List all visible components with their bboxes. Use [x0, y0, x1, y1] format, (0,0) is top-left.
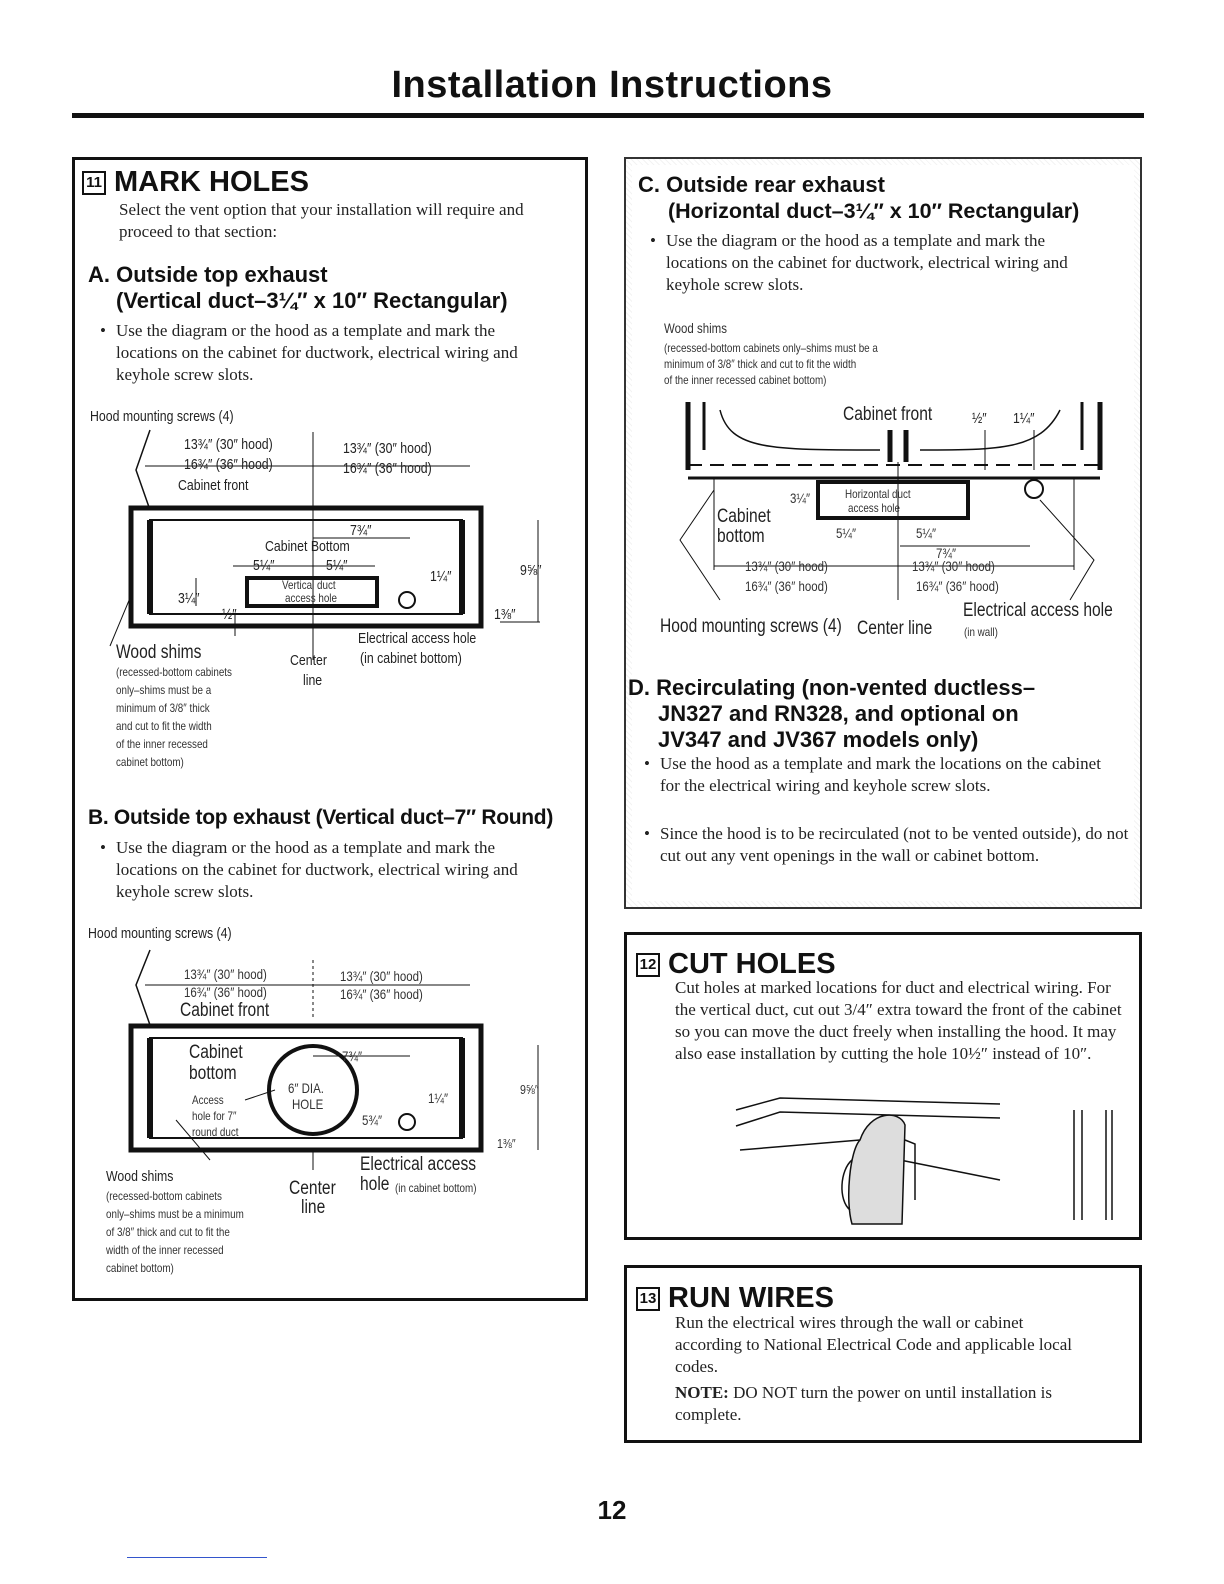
electrical-hole-label-b: hole — [360, 1174, 390, 1195]
dim-right-36-b: 16¾″ (36″ hood) — [340, 986, 423, 1002]
section-a-bullet: • Use the diagram or the hood as a template and mark the locations on the cabinet for ductwork, electrical wiring and keyhole screw slots. — [100, 320, 556, 386]
wood-shims-label-c: Wood shims — [664, 320, 727, 336]
dim-7-34-c: 7¾″ — [936, 545, 957, 561]
section-b-heading: B. Outside top exhaust (Vertical duct–7″ Round) — [88, 806, 554, 829]
electrical-access-label-b: Electrical access — [360, 1154, 477, 1175]
dim-5-34-b: 5¾″ — [362, 1112, 383, 1128]
dim-7-34-b: 7¾″ — [342, 1048, 363, 1064]
dim-5-14-b: 5¼″ — [326, 557, 348, 574]
step-number-badge: 11 — [82, 171, 106, 195]
wood-shims-note-b: (recessed-bottom cabinets only–shims must be a minimum of 3/8″ thick and cut to fit the width of the inner recessed cabinet bottom) — [106, 1189, 244, 1275]
dim-left-30-b: 13¾″ (30″ hood) — [184, 966, 267, 982]
hood-screws-label-c: Hood mounting screws (4) — [660, 616, 842, 637]
section-c-heading: C. Outside rear exhaust (Horizontal duct–3¼″ x 10″ Rectangular) — [638, 172, 1080, 223]
access-note-b: Access hole for 7″ round duct — [192, 1093, 239, 1139]
dim-right-36: 16¾″ (36″ hood) — [343, 460, 432, 477]
step-13-text: Run the electrical wires through the wall or cabinet according to National Electrical Code and applicable local codes. — [675, 1313, 1072, 1376]
bottom-label-c: bottom — [717, 526, 765, 547]
dia-6-label: 6″ DIA. — [288, 1080, 324, 1096]
cabinet-bottom-label: Cabinet Bottom — [265, 538, 350, 555]
dim-left-36-c: 16¾″ (36″ hood) — [745, 578, 828, 594]
hood-screws-label-b: Hood mounting screws (4) — [88, 925, 232, 942]
dim-5-14-b-c: 5¼″ — [916, 525, 937, 541]
wood-shims-label-b: Wood shims — [106, 1168, 174, 1185]
page-title: Installation Instructions — [391, 64, 833, 106]
dim-7-34: 7¾″ — [350, 522, 372, 539]
access-hole-label-c: access hole — [848, 501, 900, 515]
dim-9-58-b: 9⅝″ — [520, 1082, 539, 1097]
dim-1-14-b: 1¼″ — [428, 1090, 449, 1106]
dim-right-36-c: 16¾″ (36″ hood) — [916, 578, 999, 594]
dim-3-14-c: 3¼″ — [790, 490, 811, 506]
vertical-duct-label: Vertical duct — [282, 578, 336, 592]
electrical-access-label: Electrical access hole — [358, 630, 477, 647]
dim-left-30: 13¾″ (30″ hood) — [184, 436, 273, 453]
step-title: MARK HOLES — [114, 166, 309, 198]
dim-1-38: 1⅜″ — [494, 606, 516, 623]
step-13-note: NOTE: DO NOT turn the power on until installation is complete. — [675, 1383, 1052, 1424]
line-label-b: line — [301, 1197, 326, 1218]
section-b-bullet: • Use the diagram or the hood as a template and mark the locations on the cabinet for ductwork, electrical wiring and keyhole screw slots. — [100, 837, 556, 903]
wood-shims-label: Wood shims — [116, 642, 202, 663]
dim-1-38-b: 1⅜″ — [497, 1136, 516, 1151]
dim-left-36-b: 16¾″ (36″ hood) — [184, 984, 267, 1000]
hood-screws-label: Hood mounting screws (4) — [90, 408, 234, 425]
section-a-heading: A. Outside top exhaust (Vertical duct–3¼″ x 10″ Rectangular) — [88, 262, 508, 313]
electrical-access-label-c: Electrical access hole — [963, 600, 1113, 621]
center-label: Center — [290, 652, 327, 669]
footer-rule — [127, 1557, 267, 1558]
section-d-bullet-2: • Since the hood is to be recirculated (not to be vented outside), do not cut out any vent openings in the wall or cabinet bottom. — [644, 823, 1140, 867]
step-title: CUT HOLES — [668, 948, 836, 980]
wood-shims-note-c: (recessed-bottom cabinets only–shims must be a minimum of 3/8″ thick and cut to fit the width of the inner recessed cabinet bottom) — [664, 341, 878, 387]
section-c-bullet: • Use the diagram or the hood as a template and mark the locations on the cabinet for ductwork, electrical wiring and keyhole screw slots. — [650, 230, 1106, 296]
page-number: 12 — [597, 1495, 627, 1525]
cabinet-front-label: Cabinet front — [178, 477, 249, 494]
step-11-intro: Select the vent option that your installation will require and proceed to that section: — [119, 200, 524, 241]
line-label: line — [303, 672, 323, 689]
dim-1-14: 1¼″ — [430, 568, 452, 585]
center-label-b: Center — [289, 1178, 336, 1199]
dim-5-14-a-c: 5¼″ — [836, 525, 857, 541]
electrical-where-c: (in wall) — [964, 625, 998, 639]
electrical-access-where: (in cabinet bottom) — [360, 650, 462, 667]
cabinet-front-label-b: Cabinet front — [180, 1000, 270, 1021]
access-hole-label: access hole — [285, 591, 337, 605]
step-title: RUN WIRES — [668, 1282, 834, 1314]
dim-1-2-c: ½″ — [972, 410, 987, 427]
section-d-bullet-1: • Use the hood as a template and mark the locations on the cabinet for the electrical wiring and keyhole screw slots. — [644, 753, 1120, 797]
cabinet-label-b: Cabinet — [189, 1042, 243, 1063]
hole-label: HOLE — [292, 1096, 324, 1112]
step-number-badge: 13 — [636, 1287, 660, 1311]
dim-right-30-c: 13¾″ (30″ hood) — [912, 558, 995, 574]
dim-3-14: 3¼″ — [178, 590, 200, 607]
bottom-label-b: bottom — [189, 1063, 237, 1084]
cabinet-front-label-c: Cabinet front — [843, 404, 933, 425]
step-12-text: Cut holes at marked locations for duct and electrical wiring. For the vertical duct, cut out 3/4″ extra toward the front of the cabinet so you can move the duct freely when installing the hood. It may also ease installation by cutting the hole 10½″ instead of 10″. — [675, 978, 1122, 1063]
dim-1-14-c: 1¼″ — [1013, 410, 1035, 427]
dim-1-2: ½″ — [222, 606, 237, 623]
section-d-heading: D. Recirculating (non-vented ductless– JN327 and RN328, and optional on JV347 and JV367 models only) — [628, 675, 1036, 752]
dim-left-30-c: 13¾″ (30″ hood) — [745, 558, 828, 574]
cabinet-label-c: Cabinet — [717, 506, 771, 527]
dim-right-30: 13¾″ (30″ hood) — [343, 440, 432, 457]
electrical-where-b: (in cabinet bottom) — [395, 1181, 477, 1195]
dim-9-58: 9⅝″ — [520, 562, 542, 579]
dim-right-30-b: 13¾″ (30″ hood) — [340, 968, 423, 984]
dim-left-36: 16¾″ (36″ hood) — [184, 456, 273, 473]
center-line-label-c: Center line — [857, 618, 933, 639]
horizontal-duct-label: Horizontal duct — [845, 487, 911, 501]
wood-shims-note: (recessed-bottom cabinets only–shims must be a minimum of 3/8″ thick and cut to fit the width of the inner recessed cabinet bottom) — [116, 665, 232, 769]
step-13-header — [636, 1282, 834, 1315]
dim-5-14-a: 5¼″ — [253, 557, 275, 574]
step-number-badge: 12 — [636, 953, 660, 977]
